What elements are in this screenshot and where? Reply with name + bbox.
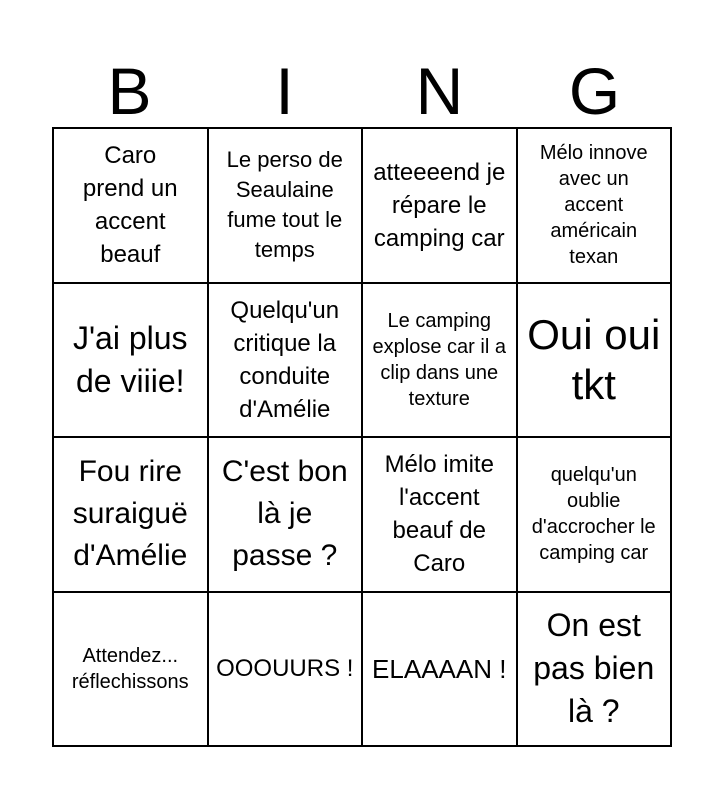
cell-text: Caro prend un accent beauf [82,142,178,269]
cell-text: Quelqu'un critique la conduite d'Amélie [230,296,340,423]
bingo-cell[interactable] [54,593,209,748]
cell-text: Le camping explose car il a clip dans une texture [372,309,506,410]
cell-text: Mélo imite l'accent beauf de Caro [384,451,494,578]
cell-text: Oui oui tkt [527,310,661,408]
bingo-cell[interactable] [518,284,673,439]
bingo-cell[interactable] [518,438,673,593]
bingo-cell[interactable] [518,593,673,748]
bingo-cell[interactable] [363,438,518,593]
cell-text: Mélo innove avec un accent américain texan [539,142,648,269]
bingo-cell[interactable] [363,284,518,439]
cell-text: quelqu'un oublie d'accrocher le camping car [531,464,656,565]
bingo-cell[interactable] [54,129,209,284]
header-letter-i: I [275,54,294,128]
bingo-cell[interactable] [209,438,364,593]
cell-text: ELAAAAN ! [372,653,507,684]
bingo-cell[interactable] [209,284,364,439]
bingo-cell[interactable] [209,593,364,748]
cell-text: C'est bon là je passe ? [221,455,348,573]
header-letter-g: G [568,54,621,128]
cell-text: OOOUURS ! [216,655,354,683]
cell-text: Attendez... réflechissons [71,644,189,693]
bingo-cell[interactable] [54,438,209,593]
header-letter-n: N [415,54,464,128]
cell-text: atteeeend je répare le camping car [373,158,506,252]
bingo-cell[interactable] [54,284,209,439]
bingo-grid [52,127,672,747]
bingo-cell[interactable] [363,129,518,284]
cell-text: On est pas bien là ? [533,607,655,730]
cell-text: Le perso de Seaulaine fume tout le temps [226,147,343,263]
header-letter-b: B [107,54,152,128]
bingo-cell[interactable] [518,129,673,284]
cell-text: J'ai plus de viiie! [72,319,188,399]
bingo-cell[interactable] [209,129,364,284]
bingo-cell[interactable] [363,593,518,748]
bingo-header [52,55,672,127]
cell-text: Fou rire suraiguë d'Amélie [72,455,188,573]
